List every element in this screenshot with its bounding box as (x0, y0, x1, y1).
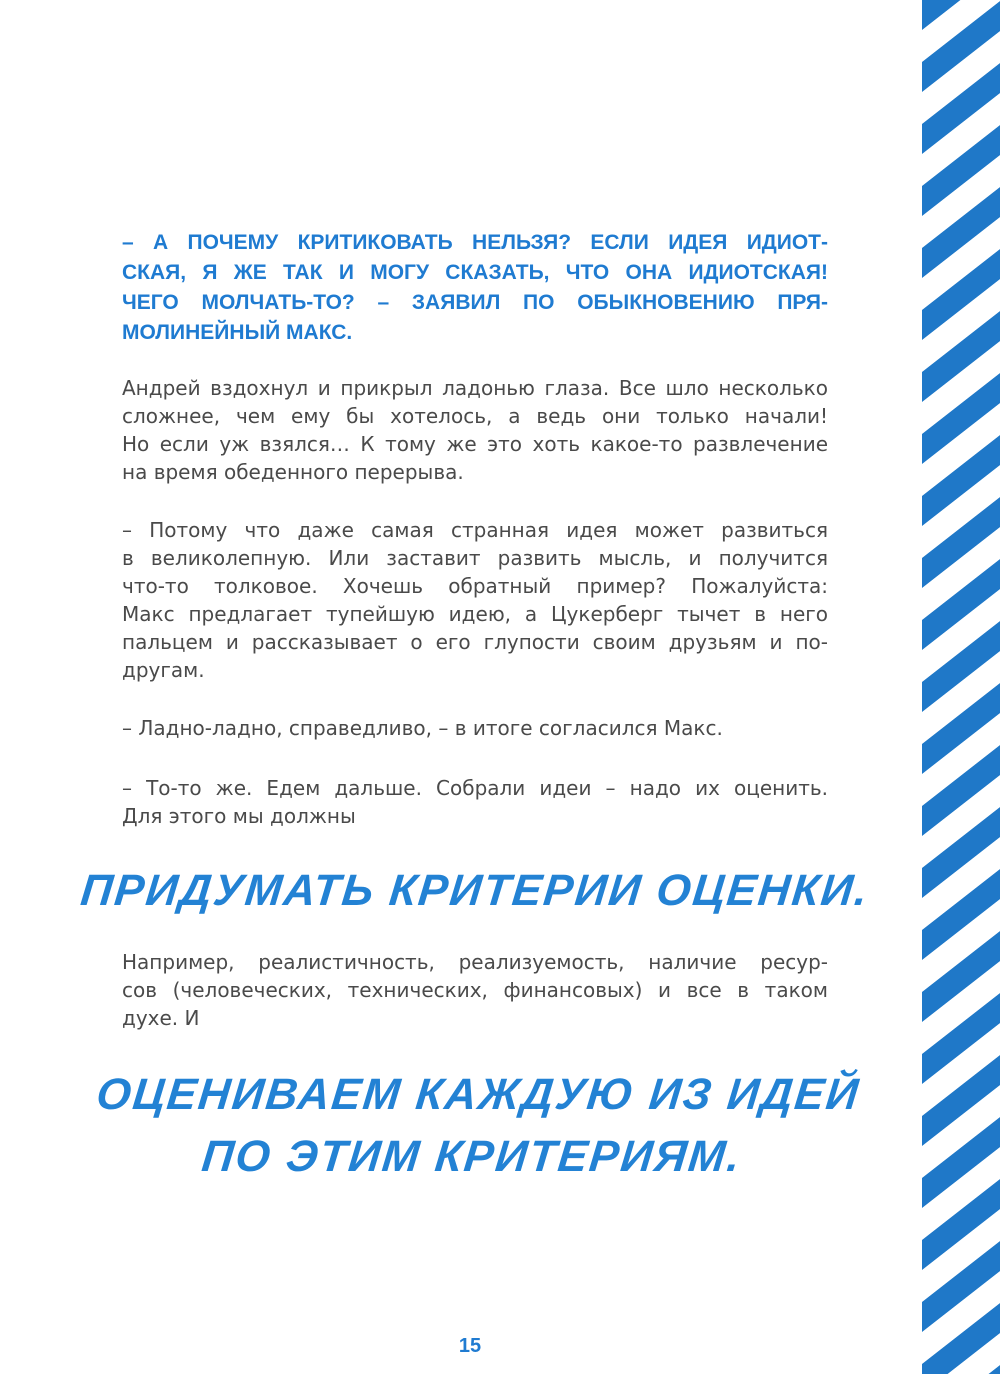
paragraph-line: Например, реалистичность, реализуемость, наличие ресур- (122, 950, 828, 974)
paragraph-moving-on (122, 774, 828, 830)
paragraph-line: Макс предлагает тупейшую идею, а Цукерберг тычет в него (122, 602, 828, 626)
paragraph-because (122, 516, 828, 684)
decorative-stripes (922, 0, 1000, 1374)
heading-line: СКАЯ, Я ЖЕ ТАК И МОГУ СКАЗАТЬ, ЧТО ОНА ИДИОТСКАЯ! (122, 261, 828, 284)
heading-line: ЧЕГО МОЛЧАТЬ-ТО? – ЗАЯВИЛ ПО ОБЫКНОВЕНИЮ ПРЯ- (122, 291, 828, 314)
paragraph-line: духе. И (122, 1006, 200, 1030)
paragraph-andrei-sighed (122, 374, 828, 486)
callout-come-up-with-criteria (77, 860, 874, 922)
heading-line: – А ПОЧЕМУ КРИТИКОВАТЬ НЕЛЬЗЯ? ЕСЛИ ИДЕЯ ИДИОТ- (122, 231, 828, 254)
paragraph-line: – Потому что даже самая странная идея может развиться (122, 518, 828, 542)
paragraph-line: что-то толковое. Хочешь обратный пример? Пожалуйста: (122, 574, 828, 598)
paragraph-line: в великолепную. Или заставит развить мысль, и получится (122, 546, 828, 570)
callout-line: ПО ЭТИМ КРИТЕРИЯМ. (199, 1132, 745, 1181)
page-number: 15 (458, 1335, 482, 1357)
paragraph-line: сложнее, чем ему бы хотелось, а ведь они только начали! (122, 404, 828, 428)
paragraph-line: – Ладно-ладно, справедливо, – в итоге согласился Макс. (122, 716, 723, 740)
paragraph-line: Андрей вздохнул и прикрыл ладонью глаза. Все шло несколько (122, 376, 828, 400)
paragraph-for-example (122, 948, 828, 1032)
paragraph-line: – То-то же. Едем дальше. Собрали идеи – надо их оценить. (122, 776, 828, 800)
heading-line: МОЛИНЕЙНЫЙ МАКС. (122, 321, 353, 344)
callout-line: ОЦЕНИВАЕМ КАЖДУЮ ИЗ ИДЕЙ (94, 1070, 863, 1119)
paragraph-line: другам. (122, 658, 205, 682)
dialogue-heading (122, 228, 828, 348)
paragraph-line: сов (человеческих, технических, финансовых) и все в таком (122, 978, 828, 1002)
callout-evaluate-each-idea (73, 1064, 876, 1188)
paragraph-line: Для этого мы должны (122, 804, 356, 828)
paragraph-line: Но если уж взялся… К тому же это хоть какое-то развлечение (122, 432, 828, 456)
paragraph-line: на время обеденного перерыва. (122, 460, 464, 484)
callout-line: ПРИДУМАТЬ КРИТЕРИИ ОЦЕНКИ. (78, 866, 872, 915)
paragraph-okay (122, 714, 828, 742)
paragraph-line: пальцем и рассказывает о его глупости своим друзьям и по- (122, 630, 828, 654)
